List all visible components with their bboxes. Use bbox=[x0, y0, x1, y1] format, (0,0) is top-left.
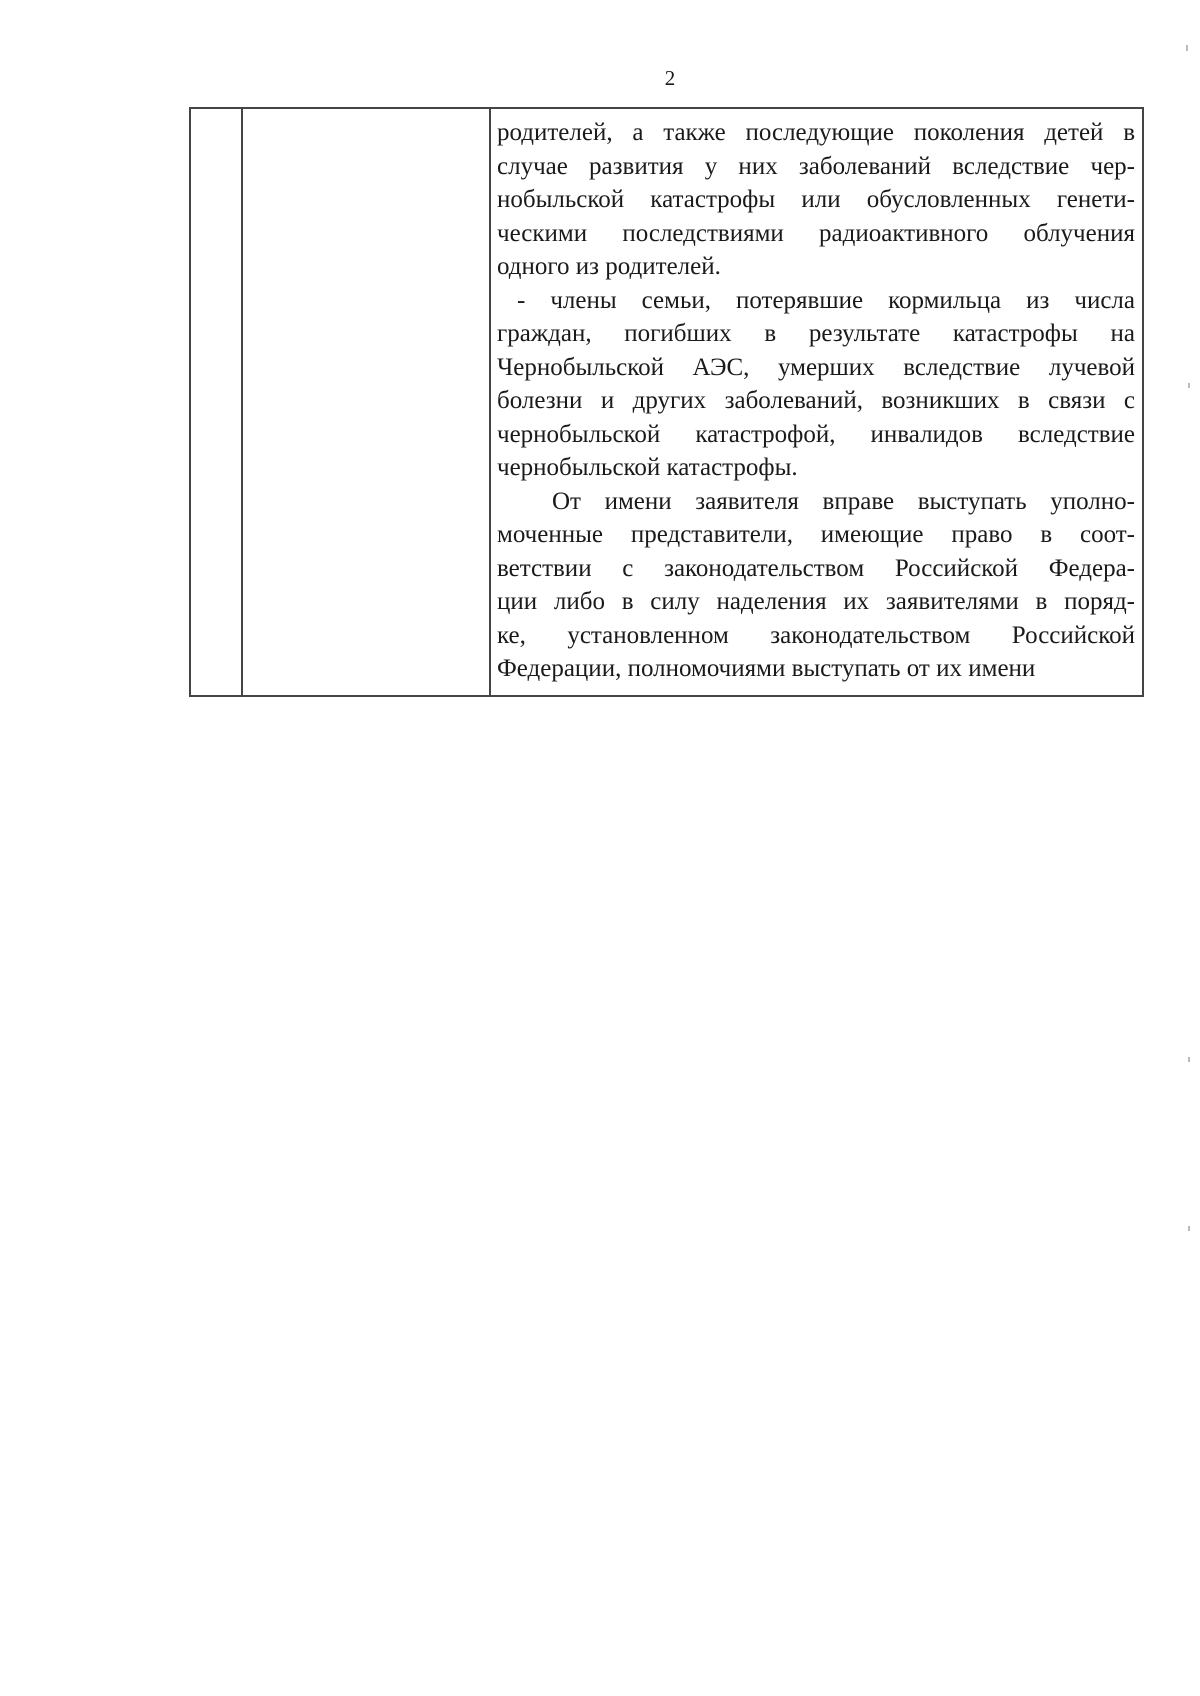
scan-speck bbox=[1188, 1057, 1190, 1062]
text-line: одного из родителей. bbox=[497, 253, 721, 280]
text-line: нобыльской катастрофы или обусловленных генети- bbox=[497, 186, 1135, 213]
page-number: 2 bbox=[664, 66, 676, 90]
scan-speck bbox=[1188, 383, 1190, 388]
text-line: чернобыльской катастрофы. bbox=[497, 454, 798, 481]
scan-speck bbox=[1188, 1226, 1190, 1231]
text-line: болезни и других заболеваний, возникших в связи с bbox=[497, 387, 1135, 414]
text-line: Федерации, полномочиями выступать от их имени bbox=[497, 655, 1036, 682]
text-line: От имени заявителя вправе выступать уполно- bbox=[552, 487, 1135, 515]
text-line: ке, установленном законодательством Российской bbox=[497, 621, 1135, 649]
text-line: ческими последствиями радиоактивного облучения bbox=[497, 219, 1135, 247]
text-line: ветствии с законодательством Российской Федера- bbox=[497, 554, 1135, 582]
scan-speck bbox=[1186, 45, 1188, 51]
text-line: - члены семьи, потерявшие кормильца из числа bbox=[517, 286, 1135, 314]
document-table bbox=[189, 107, 1144, 697]
text-line: моченные представители, имеющие право в соот- bbox=[497, 521, 1135, 548]
text-line: ции либо в силу наделения их заявителями в поряд- bbox=[497, 588, 1135, 615]
text-line: случае развития у них заболеваний вследствие чер- bbox=[497, 152, 1135, 180]
text-line: Чернобыльской АЭС, умерших вследствие лучевой bbox=[497, 353, 1135, 381]
text-line: родителей, а также последующие поколения детей в bbox=[497, 119, 1135, 146]
text-line: чернобыльской катастрофой, инвалидов вследствие bbox=[497, 420, 1135, 448]
table-column-divider-1 bbox=[241, 109, 243, 695]
table-cell-text bbox=[497, 116, 1135, 686]
table-column-divider-2 bbox=[489, 109, 491, 695]
text-line: граждан, погибших в результате катастрофы на bbox=[497, 320, 1135, 347]
